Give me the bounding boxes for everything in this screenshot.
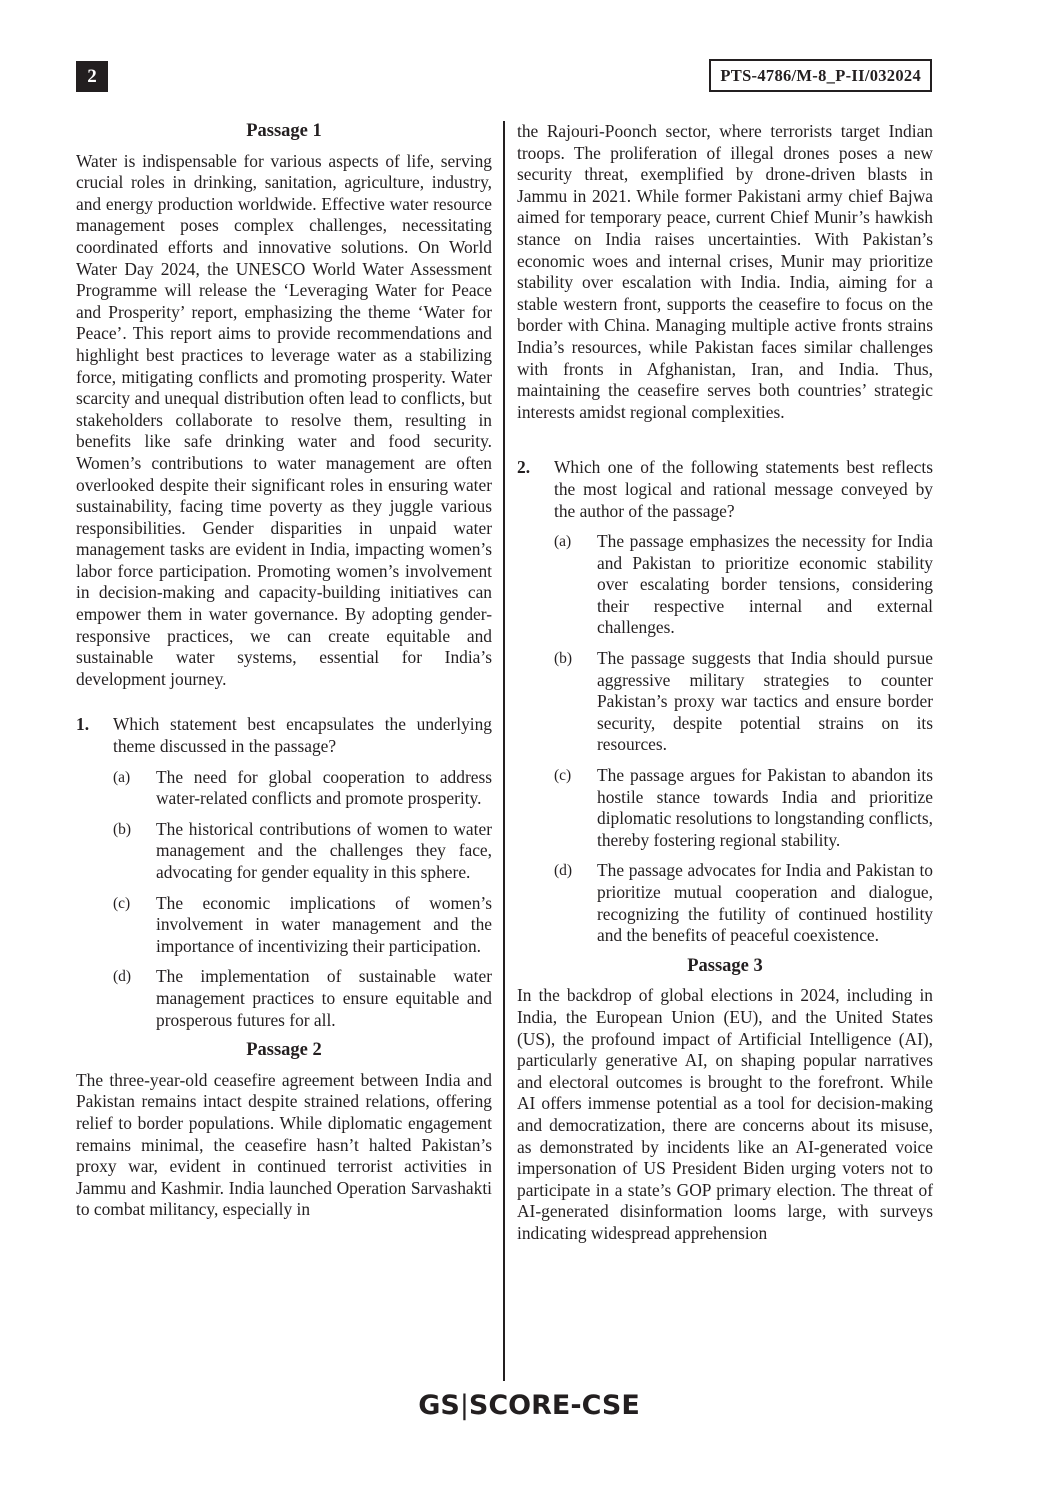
passage-2-text-left: The three-year-old ceasefire agreement between India and Pakistan remains intact despite strained relations, offering relief to border populations. While diplomatic engagement remains minimal, the ceasefire hasn’t halted Pakistan’s proxy war, evident in continued terrorist activities in Jammu and Kashmir. India launched Operation Sarvashakti to combat militancy, especially in: [76, 1069, 492, 1220]
question-1-options: [76, 767, 492, 1032]
option-text: The implementation of sustainable water management practices to ensure equitable and prosperous futures for all.: [156, 966, 492, 1030]
option-1a[interactable]: [113, 767, 492, 810]
option-2c[interactable]: [554, 765, 933, 851]
option-text: The need for global cooperation to address water-related conflicts and promote prosperity.: [156, 766, 492, 809]
option-text: The passage suggests that India should pursue aggressive military strategies to counter Pakistan’s proxy war tactics and ensure border security, despite potential strains on its resources.: [597, 648, 933, 755]
paper-code-label: PTS-4786/M-8_P-II/032024: [709, 59, 932, 92]
option-2d[interactable]: [554, 860, 933, 946]
option-label: (a): [113, 768, 131, 786]
option-label: (c): [554, 767, 572, 785]
option-2b[interactable]: [554, 648, 933, 756]
option-label: (a): [554, 533, 572, 551]
question-1: [76, 714, 492, 757]
option-text: The economic implications of women’s involvement in water management and the importance of incentivizing their participation.: [156, 892, 492, 956]
column-divider: [503, 121, 505, 1381]
passage-3-text: In the backdrop of global elections in 2024, including in India, the European Union (EU), and the United States (US), the profound impact of Artificial Intelligence (AI), particularly generative AI, on shaping popular narratives and electoral outcomes is brought to the forefront. While AI offers immense potential as a tool for decision-making and democratization, there are concerns about its misuse, as demonstrated by incidents like an AI-generated voice impersonation of US President Biden urging voters not to participate in a state’s GOP primary election. The threat of AI-generated disinformation looms large, with surveys indicating widespread apprehension: [517, 985, 933, 1243]
option-text: The passage emphasizes the necessity for India and Pakistan to prioritize economic stability over escalating border tensions, considering their respective internal and external challenges.: [597, 531, 933, 638]
right-column: [517, 121, 933, 1245]
option-1d[interactable]: [113, 966, 492, 1031]
option-text: The passage argues for Pakistan to abandon its hostile stance towards India and prioritize diplomatic resolutions to longstanding conflicts, thereby fostering regional stability.: [597, 765, 933, 850]
option-text: The historical contributions of women to water management and the challenges they face, advocating for gender equality in this sphere.: [156, 818, 492, 882]
option-label: (b): [554, 650, 573, 668]
passage-1-text: Water is indispensable for various aspects of life, serving crucial roles in drinking, sanitation, agriculture, industry, and energy production worldwide. Effective water resource management poses complex challenges, necessitating coordinated efforts and innovative solutions. On World Water Day 2024, the UNESCO World Water Assessment Programme will release the ‘Leveraging Water for Peace and Prosperity’ report, emphasizing the theme ‘Water for Peace’. This report aims to provide recommendations and highlight best practices to leverage water as a stabilizing force, mitigating conflicts and promoting prosperity. Water scarcity and unequal distribution often lead to conflicts, but stakeholders collaborate to resolve them, resulting in benefits like safe drinking water and food security. Women’s contributions to water management are often overlooked despite their significant roles in ensuring water sustainability, facing time poverty as they juggle various responsibilities. Gender disparities in unpaid water management tasks are evident in India, impacting women’s labor force participation. Promoting women’s involvement in decision-making and capacity-building initiatives can empower them in water governance. By adopting gender-responsive practices, we can create equitable and sustainable water systems, essential for India’s development journey.: [76, 150, 492, 689]
option-2a[interactable]: [554, 531, 933, 639]
option-label: (c): [113, 894, 131, 912]
question-1-number: 1.: [76, 714, 90, 735]
question-2-number: 2.: [517, 457, 531, 478]
brand-footer-logo: GS|SCORE-CSE: [418, 1390, 640, 1421]
passage-2-text-right: the Rajouri-Poonch sector, where terrorists target Indian troops. The proliferation of illegal drones poses a new security threat, exemplified by drone-driven blasts in Jammu in 2021. While former Pakistani army chief Bajwa aimed for temporary peace, current Chief Munir’s hawkish stance on India raises uncertainties. With Pakistan’s economic woes and internal crises, Munir may prioritize stability over escalation with India. India, aiming for a stable western front, supports the ceasefire to focus on the border with China. Managing multiple active fronts strains India’s resources, while Pakistan faces similar challenges with fronts in Afghanistan, Iran, and India. Thus, maintaining the ceasefire serves both countries’ strategic interests amidst regional complexities.: [517, 121, 933, 422]
question-2-options: [517, 531, 933, 947]
option-label: (d): [554, 862, 573, 880]
passage-2-heading: Passage 2: [246, 1040, 322, 1061]
question-1-stem: Which statement best encapsulates the underlying theme discussed in the passage?: [113, 714, 492, 757]
page-number: 2: [76, 61, 108, 92]
option-label: (b): [113, 820, 132, 838]
passage-1-heading: Passage 1: [246, 121, 322, 141]
option-1c[interactable]: [113, 893, 492, 958]
left-column: [76, 121, 492, 1221]
option-label: (d): [113, 968, 132, 986]
passage-3-heading: Passage 3: [687, 955, 763, 976]
option-text: The passage advocates for India and Pakistan to prioritize mutual cooperation and dialogue, recognizing the futility of continued hostility and the benefits of peaceful coexistence.: [597, 860, 933, 946]
question-2-stem: Which one of the following statements best reflects the most logical and rational message conveyed by the author of the passage?: [554, 457, 933, 521]
option-1b[interactable]: [113, 819, 492, 884]
question-2: [517, 457, 933, 522]
